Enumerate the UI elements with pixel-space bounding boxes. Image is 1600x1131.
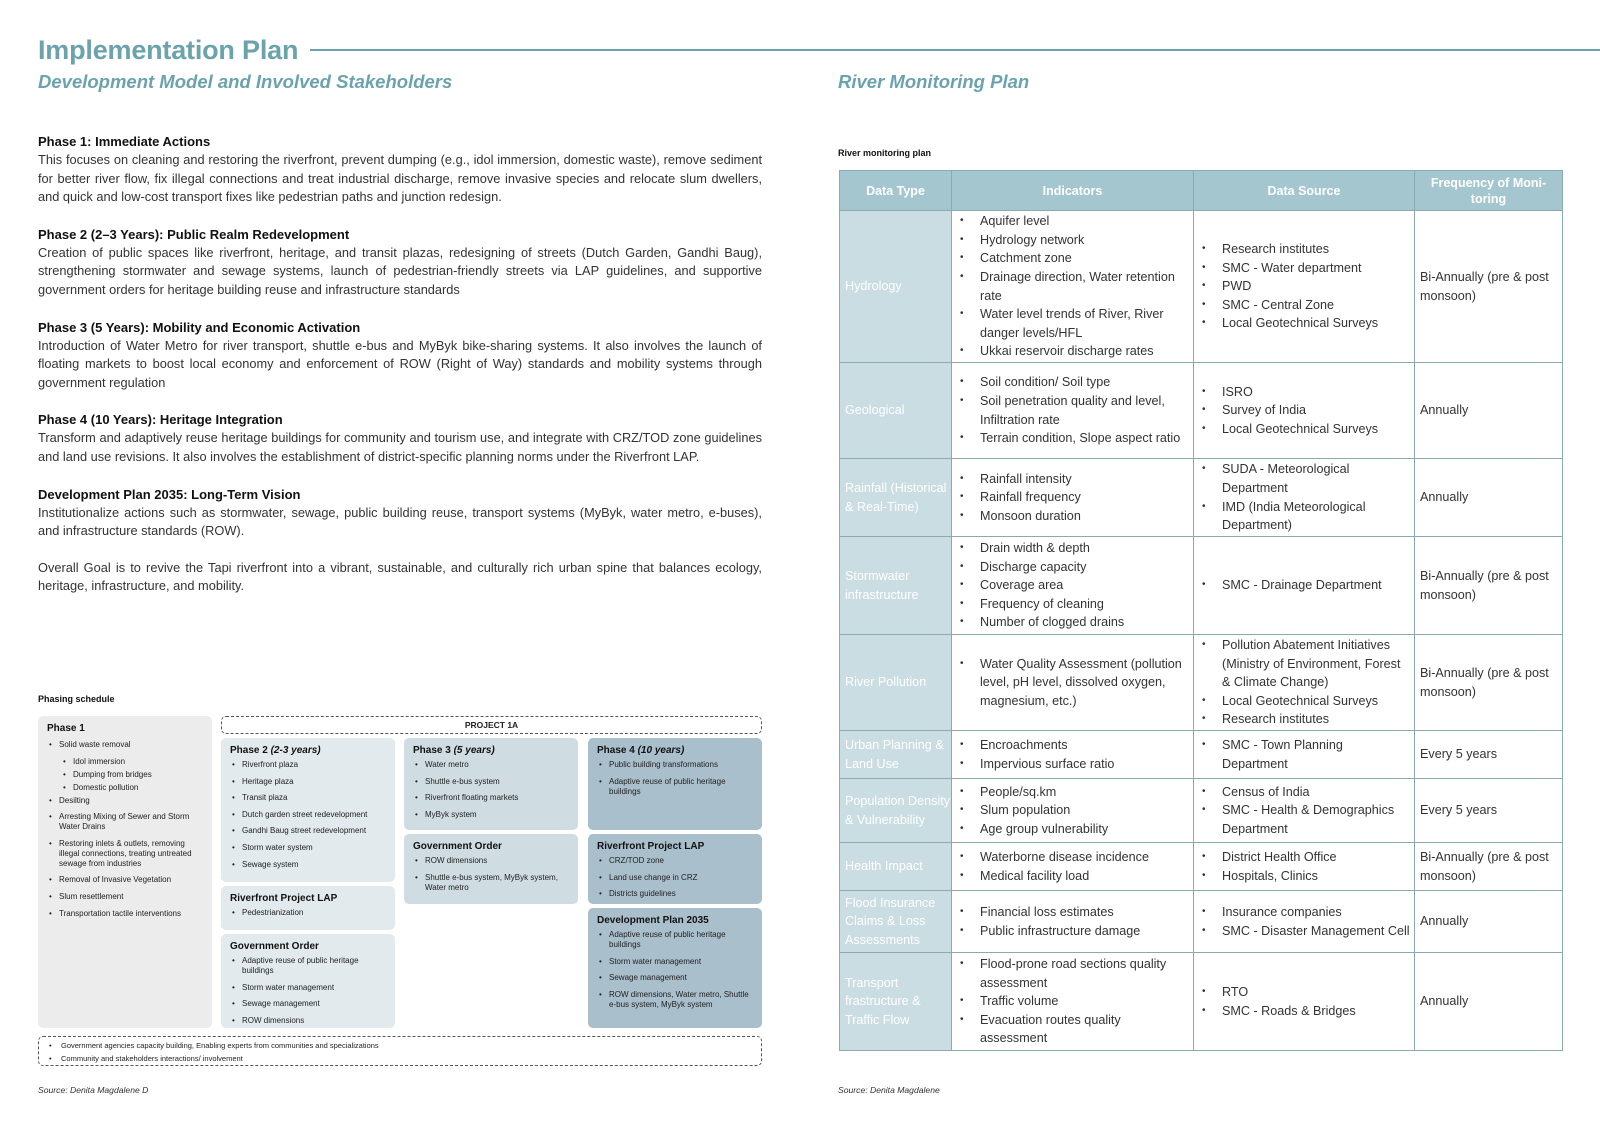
indicator-item: • Drain width & depth [956,539,1189,558]
indicators-cell [952,953,1194,1051]
sources-list [1198,736,1410,773]
phase-block [38,132,762,207]
data-source-cell [1194,843,1415,891]
table-row [840,363,1563,459]
schedule-item: • Idol immersion [47,757,203,767]
indicators-cell [952,891,1194,953]
indicator-item: • Water level trends of River, River danger levels/HFL [956,305,1189,342]
schedule-item: • Sewage management [597,973,753,983]
capacity-building-bar [38,1036,762,1066]
data-source-cell [1194,731,1415,779]
data-source-cell [1194,891,1415,953]
sources-list [1198,460,1410,534]
frequency-cell: Annually [1415,459,1563,537]
right-source: Source: Denita Magdalene [838,1085,940,1095]
sources-list [1198,903,1410,940]
schedule-item: • Riverfront plaza [230,760,386,770]
indicators-cell [952,211,1194,363]
schedule-item: • Arresting Mixing of Sewer and Storm Water Drains [47,812,203,832]
phase-text: Institutionalize actions such as stormwater, sewage, public building reuse, transport systems (MyByk, water metro, e-buses), and infrastructure standards (ROW). [38,504,762,539]
schedule-item: • Districts guidelines [597,889,753,899]
indicators-list [956,539,1189,632]
table-row [840,891,1563,953]
data-type-cell: Population Density & Vulnerability [840,779,952,843]
phase-block [38,559,762,596]
indicator-item: • Slum population [956,801,1189,820]
data-type-cell: Health Impact [840,843,952,891]
source-item: • District Health Office [1198,848,1410,867]
indicators-list [956,903,1189,940]
phase-text: Transform and adaptively reuse heritage buildings for community and tourism use, and integrate with CRZ/TOD zone guidelines and land use revisions. It also involves the establishment of district-specific planning norms under the Riverfront LAP. [38,430,762,464]
table-row [840,211,1563,363]
frequency-cell: Bi-Annually (pre & post monsoon) [1415,537,1563,635]
indicator-item: • Traffic volume [956,992,1189,1011]
indicator-item: • Terrain condition, Slope aspect ratio [956,429,1189,448]
indicator-item: • Impervious surface ratio [956,755,1189,774]
sources-list [1198,848,1410,885]
phase-text: Creation of public spaces like riverfront, heritage, and transit plazas, redesigning of streets (Dutch Garden, Gandhi Baug), strengthening stormwater and sewage systems, launch of pedestrian-friendly streets via LAP guidelines, and supportive government orders for heritage building reuse and infrastructure standards [38,244,762,297]
phasing-schedule [38,716,762,1066]
bottom-bar-item: • Government agencies capacity building, Enabling experts from communities and specializations [49,1039,751,1052]
indicator-item: • Catchment zone [956,249,1189,268]
source-item: • Local Geotechnical Surveys [1198,420,1410,439]
indicator-item: • Waterborne disease incidence [956,848,1189,867]
sources-list [1198,783,1410,839]
source-item: • Research institutes [1198,710,1410,729]
go2-title: Government Order [230,941,319,952]
source-item: • Survey of India [1198,401,1410,420]
schedule-item: • Transportation tactile interventions [47,909,203,919]
source-item: • Hospitals, Clinics [1198,867,1410,886]
schedule-item: • Riverfront floating markets [413,793,569,803]
indicators-list [956,736,1189,773]
source-item: • SMC - Roads & Bridges [1198,1002,1410,1021]
left-subtitle: Development Model and Involved Stakeholders [38,71,453,92]
phase-title: Phase 2 (2–3 Years): Public Realm Redevelopment [38,226,350,242]
data-type-cell: River Pollution [840,635,952,731]
river-monitoring-table [839,170,1563,1051]
phase1-title: Phase 1 [47,723,85,734]
schedule-item: • Domestic pollution [47,783,203,793]
source-item: • SMC - Central Zone [1198,296,1410,315]
phase4-list [597,760,753,797]
indicators-list [956,373,1189,447]
indicator-item: • Encroachments [956,736,1189,755]
data-type-cell: Hydrology [840,211,952,363]
indicators-list [956,212,1189,361]
source-item: • Research institutes [1198,240,1410,259]
table-row [840,635,1563,731]
source-item: • SMC - Town Planning Department [1198,736,1410,773]
source-item: • Pollution Abatement Initiatives (Ministry of Environment, Forest & Climate Change) [1198,636,1410,692]
schedule-item: • ROW dimensions [230,1016,386,1026]
frequency-cell: Bi-Annually (pre & post monsoon) [1415,843,1563,891]
schedule-item: • ROW dimensions [413,856,569,866]
schedule-item: • Adaptive reuse of public heritage buildings [597,930,753,950]
source-item: • IMD (India Meteorological Department) [1198,498,1410,535]
indicators-cell [952,779,1194,843]
data-source-cell [1194,537,1415,635]
indicator-item: • Discharge capacity [956,558,1189,577]
schedule-item: • Adaptive reuse of public heritage buildings [597,777,753,797]
indicator-item: • Coverage area [956,576,1189,595]
schedule-item: • Storm water management [597,957,753,967]
phase4-title: Phase 4 (10 years) [597,745,685,756]
sources-list [1198,636,1410,729]
indicator-item: • Frequency of cleaning [956,595,1189,614]
table-row [840,843,1563,891]
right-subtitle: River Monitoring Plan [838,71,1030,92]
source-item: • SUDA - Meteorological Department [1198,460,1410,497]
page-title: Implementation Plan [38,34,299,65]
phase-text: Overall Goal is to revive the Tapi riverfront into a vibrant, sustainable, and culturally rich urban spine that balances ecology, heritage, infrastructure, and mobility. [38,559,762,594]
lap2-box [221,886,395,930]
table-body [840,211,1563,1051]
source-item: • Insurance companies [1198,903,1410,922]
schedule-item: • ROW dimensions, Water metro, Shuttle e-bus system, MyByk system [597,990,753,1010]
source-item: • SMC - Health & Demographics Department [1198,801,1410,838]
sources-list [1198,240,1410,333]
table-header-row [840,171,1563,211]
schedule-item: • Transit plaza [230,793,386,803]
phase4-box [588,738,762,830]
indicator-item: • Hydrology network [956,231,1189,250]
indicators-list [956,783,1189,839]
schedule-item: • MyByk system [413,810,569,820]
schedule-item: • Dumping from bridges [47,770,203,780]
project-label: PROJECT 1A [221,716,762,734]
frequency-cell: Bi-Annually (pre & post monsoon) [1415,635,1563,731]
lap2-list [230,908,386,918]
indicators-cell [952,537,1194,635]
phase3-title: Phase 3 (5 years) [413,745,495,756]
schedule-label: Phasing schedule [38,694,115,704]
sources-list [1198,983,1410,1020]
schedule-item: • Heritage plaza [230,777,386,787]
phase2-box [221,738,395,882]
table-label: River monitoring plan [838,148,932,158]
indicators-cell [952,363,1194,459]
schedule-item: • Shuttle e-bus system, MyByk system, Water metro [413,873,569,893]
indicators-list [956,955,1189,1048]
schedule-item: • Shuttle e-bus system [413,777,569,787]
phase-block [38,318,762,393]
indicator-item: • Flood-prone road sections quality assessment [956,955,1189,992]
phase3-box [404,738,578,830]
schedule-item: • Storm water management [230,983,386,993]
title-row [38,32,1600,68]
schedule-item: • Storm water system [230,843,386,853]
data-source-cell [1194,211,1415,363]
indicator-item: • Number of clogged drains [956,613,1189,632]
lap4-list [597,856,753,899]
data-source-cell [1194,779,1415,843]
indicator-item: • Age group vulnerability [956,820,1189,839]
phase-block [38,485,762,541]
dp-list [597,930,753,1010]
phase-block [38,225,762,300]
phase-title: Development Plan 2035: Long-Term Vision [38,486,301,502]
schedule-item: • Sewage management [230,999,386,1009]
source-item: • Local Geotechnical Surveys [1198,314,1410,333]
phase-title: Phase 4 (10 Years): Heritage Integration [38,412,283,428]
data-type-cell: Urban Planning & Land Use [840,731,952,779]
schedule-item: • Pedestrianization [230,908,386,918]
phase3-list [413,760,569,820]
phase2-list [230,760,386,870]
schedule-item: • Sewage system [230,860,386,870]
indicators-list [956,470,1189,526]
table-row [840,459,1563,537]
phase-block [38,410,762,466]
data-source-cell [1194,635,1415,731]
data-type-cell: Geological [840,363,952,459]
schedule-item: • Land use change in CRZ [597,873,753,883]
indicator-item: • Rainfall frequency [956,488,1189,507]
schedule-item: • Restoring inlets & outlets, removing illegal connections, treating untreated sewage from industries [47,839,203,869]
phase-text: This focuses on cleaning and restoring the riverfront, prevent dumping (e.g., idol immersion, domestic waste), remove sediment for better river flow, fix illegal connections and treat industrial discharge, remove invasive species and relocate slum dwellers, and quick and low-cost transport fixes like pedestrian paths and junction redesign. [38,152,762,205]
frequency-cell: Annually [1415,953,1563,1051]
phase1-list [47,740,203,919]
header-data-type: Data Type [840,171,952,211]
indicator-item: • Aquifer level [956,212,1189,231]
schedule-item: • Gandhi Baug street redevelopment [230,826,386,836]
source-item: • SMC - Disaster Management Cell [1198,922,1410,941]
indicators-cell [952,459,1194,537]
data-source-cell [1194,459,1415,537]
indicator-item: • Medical facility load [956,867,1189,886]
indicator-item: • People/sq.km [956,783,1189,802]
sources-list [1198,383,1410,439]
source-item: • ISRO [1198,383,1410,402]
schedule-item: • Slum resettlement [47,892,203,902]
indicator-item: • Evacuation routes quality assessment [956,1011,1189,1048]
table-row [840,779,1563,843]
indicator-item: • Ukkai reservoir discharge rates [956,342,1189,361]
header-data-source: Data Source [1194,171,1415,211]
source-item: • Census of India [1198,783,1410,802]
indicator-item: • Soil penetration quality and level, Infiltration rate [956,392,1189,429]
source-item: • SMC - Water department [1198,259,1410,278]
go3-title: Government Order [413,841,502,852]
frequency-cell: Annually [1415,891,1563,953]
schedule-item: • Solid waste removal [47,740,203,750]
lap4-title: Riverfront Project LAP [597,841,705,852]
table-row [840,731,1563,779]
data-type-cell: Rainfall (Historical & Real-Time) [840,459,952,537]
schedule-item: • Desilting [47,796,203,806]
go2-box [221,934,395,1028]
dp-title: Development Plan 2035 [597,915,709,926]
source-item: • Local Geotechnical Surveys [1198,692,1410,711]
source-item: • PWD [1198,277,1410,296]
schedule-item: • Public building transformations [597,760,753,770]
indicator-item: • Rainfall intensity [956,470,1189,489]
indicators-list [956,848,1189,885]
frequency-cell: Every 5 years [1415,779,1563,843]
data-type-cell: Flood Insurance Claims & Loss Assessments [840,891,952,953]
go3-box [404,834,578,904]
indicator-item: • Soil condition/ Soil type [956,373,1189,392]
header-indicators: Indicators [952,171,1194,211]
indicators-cell [952,635,1194,731]
indicators-list [956,655,1189,711]
phase-title: Phase 1: Immediate Actions [38,134,211,149]
dp-box [588,908,762,1028]
bottom-bar-item: • Community and stakeholders interactions/ involvement [49,1052,751,1065]
schedule-item: • Adaptive reuse of public heritage buildings [230,956,386,976]
go2-list [230,956,386,1026]
lap4-box [588,834,762,904]
frequency-cell: Annually [1415,363,1563,459]
header-frequency: Frequency of Moni-toring [1415,171,1563,211]
frequency-cell: Bi-Annually (pre & post monsoon) [1415,211,1563,363]
schedule-item: • Water metro [413,760,569,770]
phase-text: Introduction of Water Metro for river transport, shuttle e-bus and MyByk bike-sharing systems. It also involves the launch of floating markets to boost local economy and enforcement of ROW (Right of Way) standards and mobility systems through government regulation [38,337,762,390]
source-item: • RTO [1198,983,1410,1002]
phase2-title: Phase 2 (2-3 years) [230,745,321,756]
schedule-item: • Dutch garden street redevelopment [230,810,386,820]
phase-descriptions [38,132,762,614]
indicator-item: • Monsoon duration [956,507,1189,526]
data-type-cell: Transport frastructure & Traffic Flow [840,953,952,1051]
schedule-item: • CRZ/TOD zone [597,856,753,866]
go3-list [413,856,569,893]
indicators-cell [952,843,1194,891]
indicator-item: • Drainage direction, Water retention rate [956,268,1189,305]
indicator-item: • Water Quality Assessment (pollution level, pH level, dissolved oxygen, magnesium, etc.) [956,655,1189,711]
title-rule [310,49,1600,51]
left-source: Source: Denita Magdalene D [38,1085,149,1095]
table-row [840,953,1563,1051]
indicators-cell [952,731,1194,779]
phase-title: Phase 3 (5 Years): Mobility and Economic Activation [38,319,361,335]
schedule-item: • Removal of Invasive Vegetation [47,875,203,885]
data-type-cell: Stormwater infrastructure [840,537,952,635]
source-item: • SMC - Drainage Department [1198,576,1410,595]
frequency-cell: Every 5 years [1415,731,1563,779]
indicator-item: • Public infrastructure damage [956,922,1189,941]
lap2-title: Riverfront Project LAP [230,893,338,904]
phase1-box [38,716,212,1028]
sources-list [1198,576,1410,595]
indicator-item: • Financial loss estimates [956,903,1189,922]
table-row [840,537,1563,635]
data-source-cell [1194,953,1415,1051]
data-source-cell [1194,363,1415,459]
